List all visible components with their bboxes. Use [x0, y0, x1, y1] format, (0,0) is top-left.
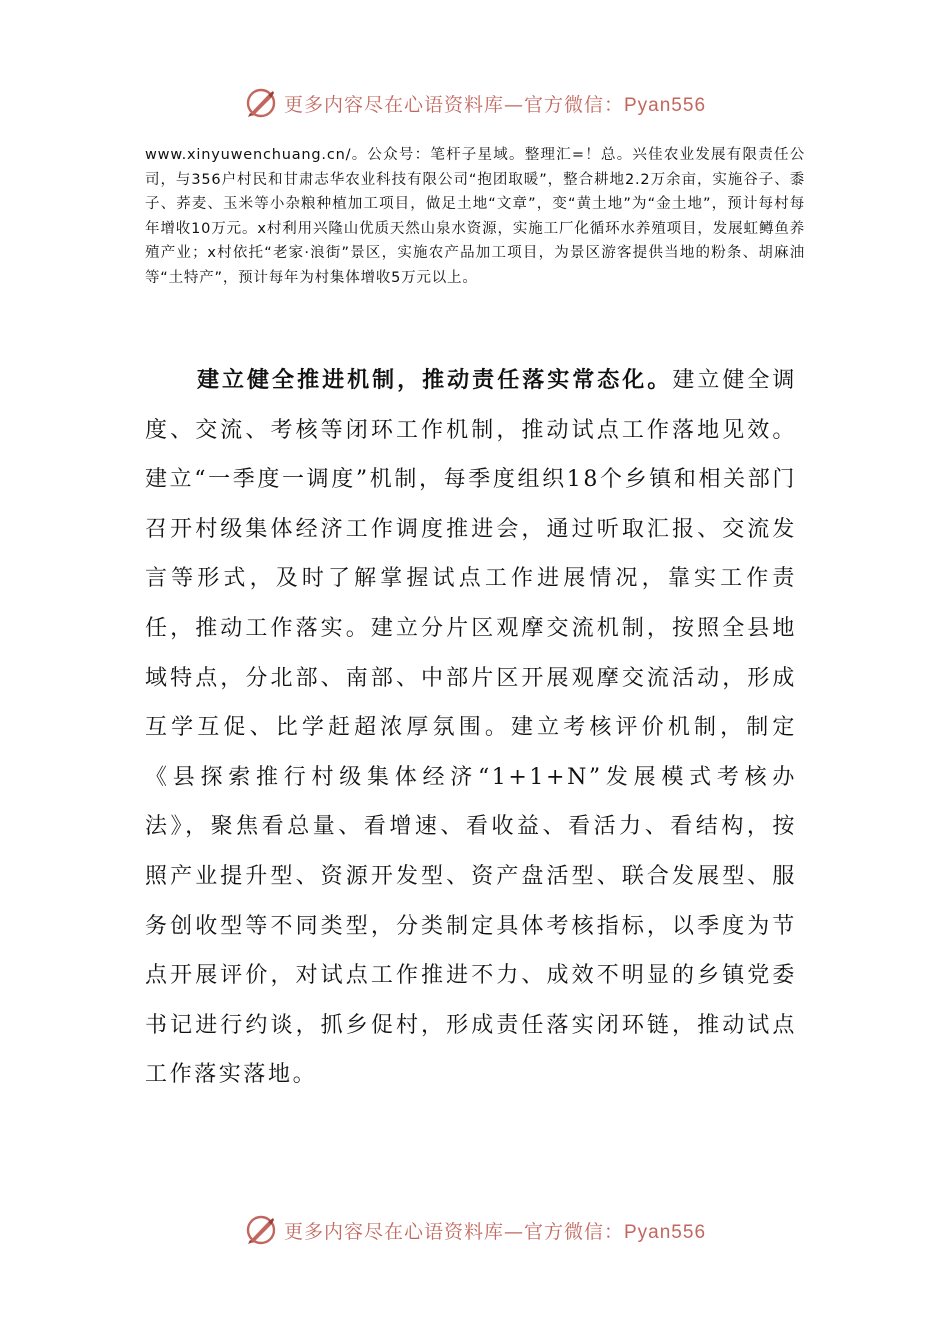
pen-logo-icon: [244, 86, 278, 120]
section-lead-sentence: 建立健全推进机制，推动责任落实常态化。: [197, 368, 673, 393]
header-banner: [0, 83, 950, 123]
wechat-id: Pyan556: [624, 1221, 707, 1243]
banner-text: 更多内容尽在心语资料库—官方微信：Pyan556: [283, 93, 707, 116]
top-fragment-paragraph: www.xinyuwenchuang.cn/。公众号：笔杆子星域。整理汇=！总。兴佳农业发展有限责任公司，与356户村民和甘肃志华农业科技有限公司“抱团取暖”，整合耕地2.2万余亩，实施谷子、黍子、荞麦、玉米等小杂粮种植加工项目，做足土地“文章”，变“黄土地”为“金土地”，预计每村每年增收10万元。x村利用兴隆山优质天然山泉水资源，实施工厂化循环水养殖项目，发展虹鳟鱼养殖产业；x村依托“老家·浪街”景区，实施农产品加工项目，为景区游客提供当地的粉条、胡麻油等“土特产”，预计每年为村集体增收5万元以上。: [145, 147, 805, 286]
section-paragraph: [145, 356, 797, 1100]
pen-logo-icon: [244, 1213, 278, 1247]
footer-banner: [0, 1210, 950, 1250]
wechat-id: Pyan556: [624, 94, 707, 116]
section-body-text: 建立健全调度、交流、考核等闭环工作机制，推动试点工作落地见效。建立“一季度一调度”机制，每季度组织18个乡镇和相关部门召开村级集体经济工作调度推进会，通过听取汇报、交流发言等形式，及时了解掌握试点工作进展情况，靠实工作责任，推动工作落实。建立分片区观摩交流机制，按照全县地域特点，分北部、南部、中部片区开展观摩交流活动，形成互学互促、比学赶超浓厚氛围。建立考核评价机制，制定《县探索推行村级集体经济“1+1+N”发展模式考核办法》，聚焦看总量、看增速、看收益、看活力、看结构，按照产业提升型、资源开发型、资产盘活型、联合发展型、服务创收型等不同类型，分类制定具体考核指标，以季度为节点开展评价，对试点工作推进不力、成效不明显的乡镇党委书记进行约谈，抓乡促村，形成责任落实闭环链，推动试点工作落实落地。: [145, 368, 797, 1088]
banner-text: 更多内容尽在心语资料库—官方微信：Pyan556: [283, 1220, 707, 1243]
